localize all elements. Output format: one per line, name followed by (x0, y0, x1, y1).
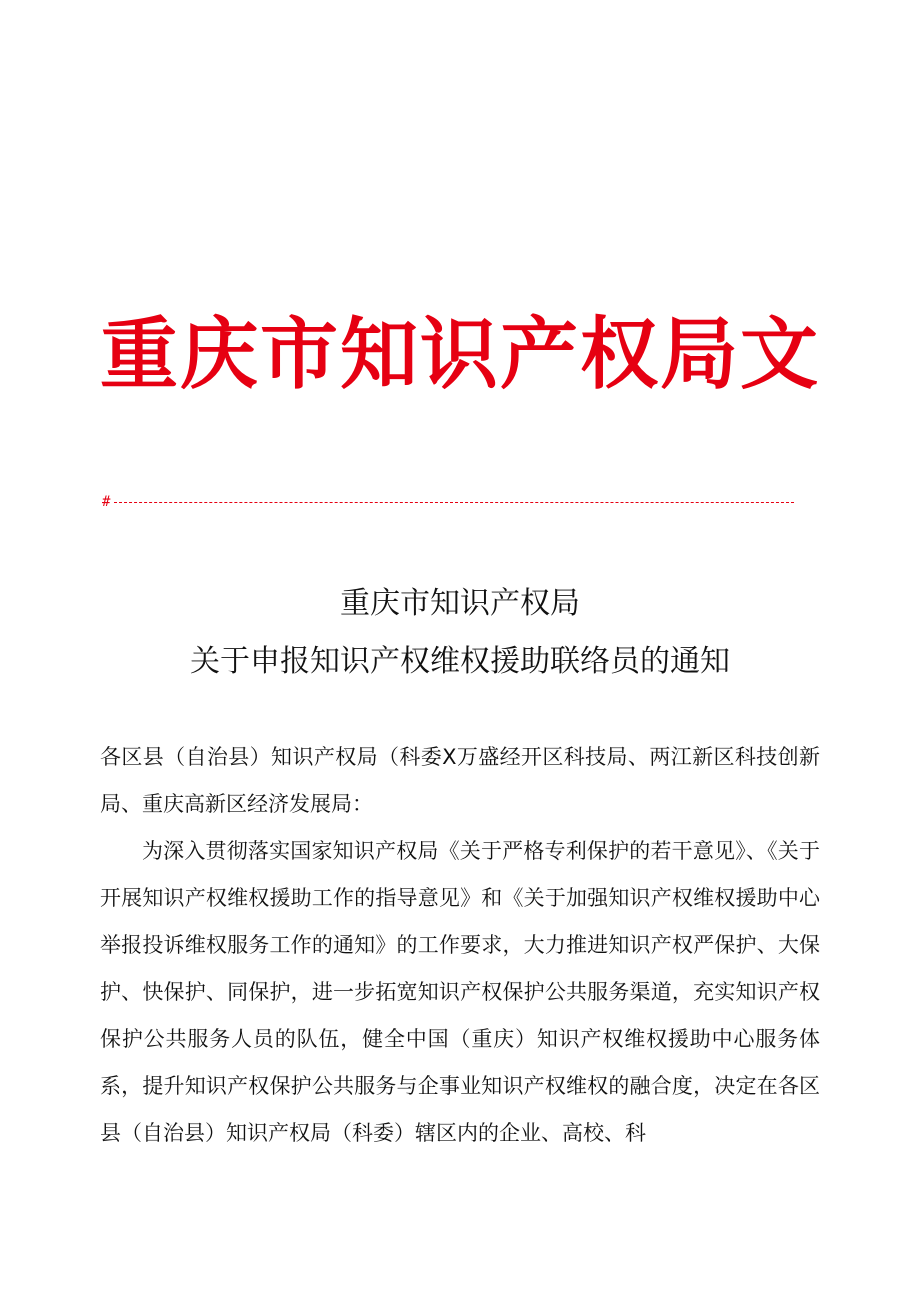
document-body (100, 734, 820, 1157)
dashed-rule (114, 502, 794, 503)
body-paragraph: 为深入贯彻落实国家知识产权局《关于严格专利保护的若干意见》、《关于开展知识产权维权援助工作的指导意见》和《关于加强知识产权维权援助中心举报投诉维权服务工作的通知》的工作要求，大力推进知识产权严保护、大保护、快保护、同保护，进一步拓宽知识产权保护公共服务渠道，充实知识产权保护公共服务人员的队伍，健全中国（重庆）知识产权维权援助中心服务体系，提升知识产权保护公共服务与企事业知识产权维权的融合度，决定在各区县（自治县）知识产权局（科委）辖区内的企业、高校、科 (100, 839, 820, 1145)
document-title-line2: 关于申报知识产权维权援助联络员的通知 (190, 644, 730, 679)
header-separator (102, 490, 802, 514)
addressee-paragraph: 各区县（自治县）知识产权局（科委X万盛经开区科技局、两江新区科技创新局、重庆高新区经济发展局： (100, 745, 820, 816)
separator-mark: # (102, 494, 111, 510)
document-title-line1: 重庆市知识产权局 (340, 586, 580, 621)
agency-header-title: 重庆市知识产权局文 (100, 310, 821, 400)
